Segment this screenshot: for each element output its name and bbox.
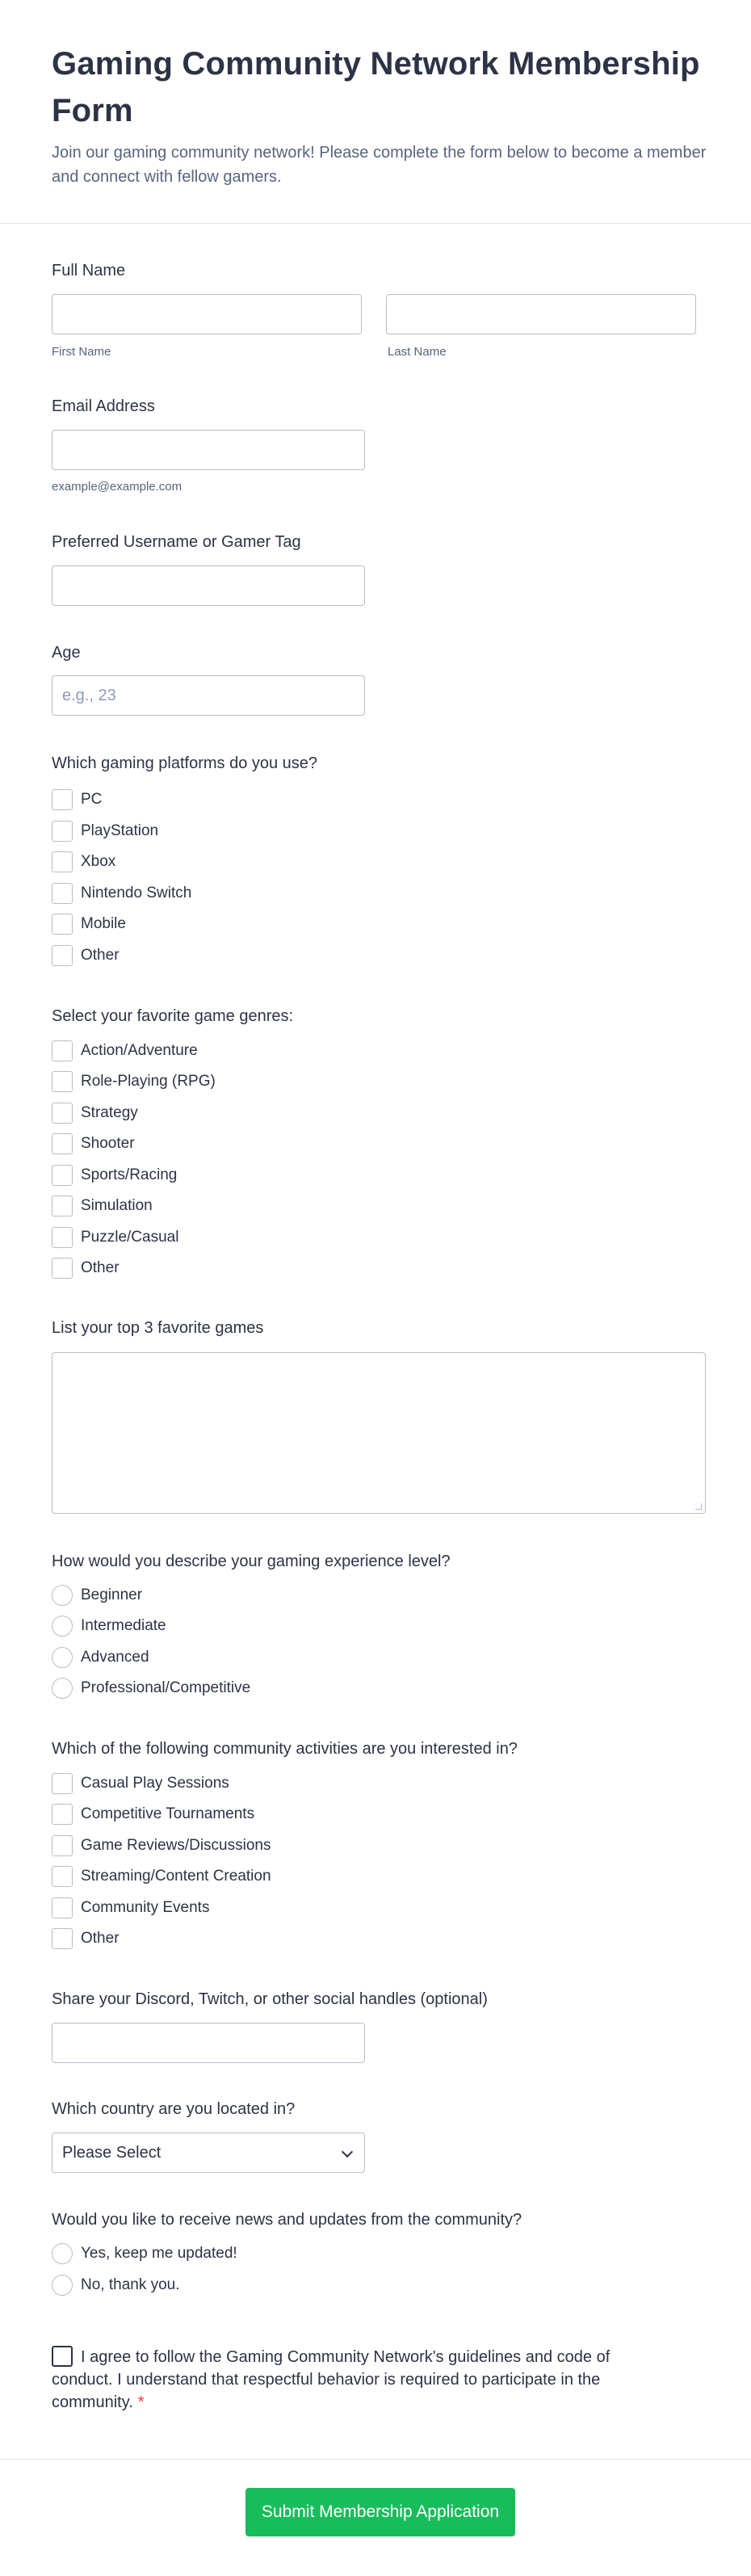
required-mark: * [137, 2393, 145, 2411]
activity-option-casual-play[interactable]: Casual Play Sessions [52, 1773, 229, 1794]
checkbox[interactable] [52, 1227, 73, 1248]
last-name-input[interactable] [386, 294, 696, 334]
news-option-no[interactable]: No, thank you. [52, 2275, 180, 2296]
checkbox[interactable] [52, 821, 73, 842]
checkbox[interactable] [52, 1258, 73, 1279]
checkbox[interactable] [52, 1866, 73, 1887]
genre-option-simulation[interactable]: Simulation [52, 1196, 153, 1217]
terms-agreement[interactable] [52, 2346, 641, 2414]
checkbox[interactable] [52, 1804, 73, 1825]
platform-option-other[interactable]: Other [52, 945, 120, 966]
social-input[interactable] [52, 2023, 365, 2063]
checkbox[interactable] [52, 1103, 73, 1124]
terms-text: I agree to follow the Gaming Community Network's guidelines and code of conduct. I understand that respectful behavior is required to participate in the community. [52, 2348, 610, 2411]
checkbox[interactable] [52, 914, 73, 935]
submit-button[interactable]: Submit Membership Application [245, 2488, 515, 2536]
news-label: Would you like to receive news and updates from the community? [52, 2211, 522, 2229]
checkbox[interactable] [52, 1897, 73, 1918]
activities-label: Which of the following community activities are you interested in? [52, 1740, 518, 1758]
genre-option-puzzle[interactable]: Puzzle/Casual [52, 1227, 178, 1248]
terms-checkbox[interactable] [52, 2346, 73, 2367]
country-select-value: Please Select [62, 2143, 162, 2162]
top-games-textarea[interactable] [52, 1352, 706, 1514]
email-sublabel: example@example.com [52, 480, 183, 494]
news-option-yes[interactable]: Yes, keep me updated! [52, 2243, 237, 2264]
header-divider [0, 223, 751, 224]
activity-option-events[interactable]: Community Events [52, 1897, 209, 1918]
platform-option-playstation[interactable]: PlayStation [52, 821, 158, 842]
experience-option-beginner[interactable]: Beginner [52, 1585, 142, 1606]
age-input[interactable] [52, 675, 365, 716]
first-name-input[interactable] [52, 294, 362, 334]
radio-button[interactable] [52, 1585, 73, 1606]
activity-option-streaming[interactable]: Streaming/Content Creation [52, 1866, 271, 1887]
radio-button[interactable] [52, 2243, 73, 2264]
form-title: Gaming Community Network Membership Form [52, 46, 700, 128]
radio-button[interactable] [52, 1647, 73, 1668]
genre-option-shooter[interactable]: Shooter [52, 1133, 135, 1154]
first-name-sublabel: First Name [52, 345, 111, 359]
email-input[interactable] [52, 430, 365, 470]
checkbox[interactable] [52, 945, 73, 966]
chevron-down-icon [342, 2146, 353, 2158]
checkbox[interactable] [52, 1928, 73, 1949]
checkbox[interactable] [52, 789, 73, 810]
last-name-sublabel: Last Name [388, 345, 447, 359]
activity-option-reviews[interactable]: Game Reviews/Discussions [52, 1835, 271, 1856]
top-games-label: List your top 3 favorite games [52, 1319, 264, 1337]
checkbox[interactable] [52, 1165, 73, 1186]
activity-option-tournaments[interactable]: Competitive Tournaments [52, 1804, 254, 1825]
checkbox[interactable] [52, 851, 73, 872]
experience-label: How would you describe your gaming experience level? [52, 1553, 451, 1570]
platforms-label: Which gaming platforms do you use? [52, 754, 318, 772]
activity-option-other[interactable]: Other [52, 1928, 120, 1949]
genre-option-sports-racing[interactable]: Sports/Racing [52, 1165, 177, 1186]
username-label: Preferred Username or Gamer Tag [52, 533, 301, 551]
platform-option-mobile[interactable]: Mobile [52, 914, 126, 935]
footer-divider [0, 2459, 751, 2460]
checkbox[interactable] [52, 883, 73, 904]
country-label: Which country are you located in? [52, 2100, 296, 2118]
experience-option-intermediate[interactable]: Intermediate [52, 1616, 166, 1637]
genre-option-strategy[interactable]: Strategy [52, 1103, 138, 1124]
country-select[interactable] [52, 2133, 365, 2173]
checkbox[interactable] [52, 1773, 73, 1794]
age-label: Age [52, 644, 81, 662]
checkbox[interactable] [52, 1071, 73, 1092]
checkbox[interactable] [52, 1133, 73, 1154]
form-subtitle: Join our gaming community network! Please complete the form below to become a member and connect with fellow gamers. [52, 144, 707, 186]
checkbox[interactable] [52, 1196, 73, 1217]
platform-option-xbox[interactable]: Xbox [52, 851, 115, 872]
genres-label: Select your favorite game genres: [52, 1007, 294, 1025]
radio-button[interactable] [52, 2275, 73, 2296]
checkbox[interactable] [52, 1835, 73, 1856]
experience-option-advanced[interactable]: Advanced [52, 1647, 149, 1668]
radio-button[interactable] [52, 1616, 73, 1637]
platform-option-pc[interactable]: PC [52, 789, 102, 810]
genre-option-rpg[interactable]: Role-Playing (RPG) [52, 1071, 216, 1092]
resize-grip-icon[interactable] [695, 1503, 702, 1510]
platform-option-nintendo-switch[interactable]: Nintendo Switch [52, 883, 191, 904]
radio-button[interactable] [52, 1678, 73, 1699]
form-header [52, 40, 714, 189]
email-label: Email Address [52, 397, 155, 415]
experience-option-professional[interactable]: Professional/Competitive [52, 1678, 250, 1699]
social-label: Share your Discord, Twitch, or other social handles (optional) [52, 1990, 488, 2008]
full-name-label: Full Name [52, 262, 126, 279]
checkbox[interactable] [52, 1040, 73, 1061]
genre-option-action[interactable]: Action/Adventure [52, 1040, 198, 1061]
genre-option-other[interactable]: Other [52, 1258, 120, 1279]
username-input[interactable] [52, 565, 365, 606]
